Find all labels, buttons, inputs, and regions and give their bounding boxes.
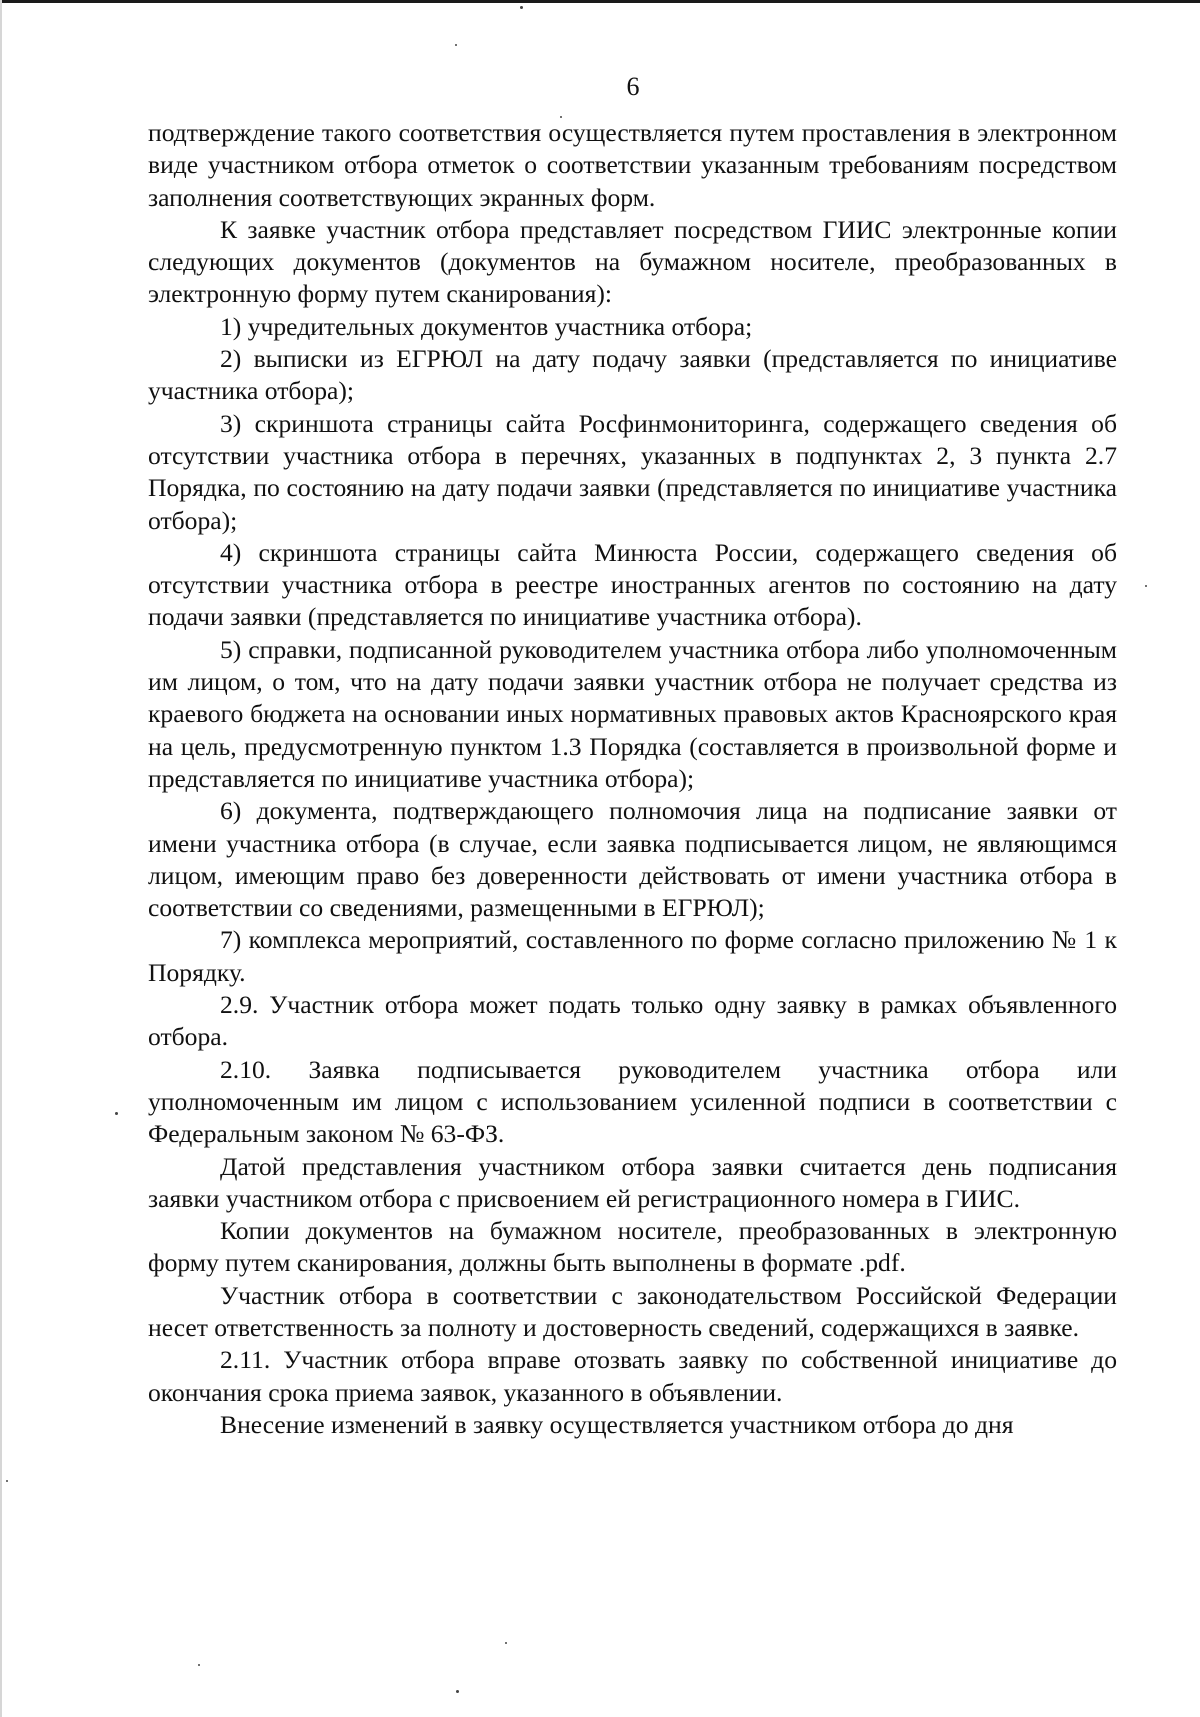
scan-speck xyxy=(198,1664,200,1666)
scan-top-edge xyxy=(0,0,1200,3)
scan-speck xyxy=(456,1690,459,1693)
paragraph-changes: Внесение изменений в заявку осуществляется участником отбора до дня xyxy=(220,1409,1014,1439)
document-body xyxy=(148,117,1117,1441)
scan-speck xyxy=(6,1480,8,1482)
scan-speck xyxy=(505,1642,507,1644)
page-number: 6 xyxy=(626,72,640,101)
scan-speck xyxy=(520,6,523,9)
clause-2-11: 2.11. Участник отбора вправе отозвать заявку по собственной инициативе до окончания срока приема заявок, указанного в объявлении. xyxy=(148,1345,1117,1407)
scan-speck xyxy=(1145,585,1147,587)
list-item-4: 4) скриншота страницы сайта Минюста России, содержащего сведения об отсутствии участника отбора в реестре иностранных агентов по состоянию на дату подачи заявки (представляется по инициативе участника отбора). xyxy=(148,537,1117,632)
list-item-7: 7) комплекса мероприятий, составленного по форме согласно приложению № 1 к Порядку. xyxy=(148,925,1117,987)
list-item-5: 5) справки, подписанной руководителем участника отбора либо уполномоченным им лицом, о том, что на дату подачи заявки участник отбора не получает средства из краевого бюджета на основании иных нормативных правовых актов Красноярского края на цель, предусмотренную пунктом 1.3 Порядка (составляется в произвольной форме и представляется по инициативе участника отбора); xyxy=(148,634,1117,793)
list-item-3: 3) скриншота страницы сайта Росфинмониторинга, содержащего сведения об отсутствии участника отбора в перечнях, указанных в подпунктах 2, 3 пункта 2.7 Порядка, по состоянию на дату подачи заявки (представляется по инициативе участника отбора); xyxy=(148,408,1117,535)
clause-2-10: 2.10. Заявка подписывается руководителем участника отбора или уполномоченным им лицом с использованием усиленной подписи в соответствии с Федеральным законом № 63-ФЗ. xyxy=(148,1054,1117,1149)
paragraph-continuation: подтверждение такого соответствия осуществляется путем проставления в электронном виде участником отбора отметок о соответствии указанным требованиям посредством заполнения соответствующих экранных форм. xyxy=(148,118,1117,212)
list-item-2: 2) выписки из ЕГРЮЛ на дату подачу заявки (представляется по инициативе участника отбора); xyxy=(148,344,1117,406)
clause-2-9: 2.9. Участник отбора может подать только одну заявку в рамках объявленного отбора. xyxy=(148,990,1117,1052)
scan-speck xyxy=(560,116,562,118)
paragraph-responsibility: Участник отбора в соответствии с законодательством Российской Федерации несет ответственность за полноту и достоверность сведений, содержащихся в заявке. xyxy=(148,1280,1117,1342)
scan-speck xyxy=(455,44,457,46)
list-item-1: 1) учредительных документов участника отбора; xyxy=(220,311,753,341)
paragraph-copies-format: Копии документов на бумажном носителе, преобразованных в электронную форму путем сканирования, должны быть выполнены в формате .pdf. xyxy=(148,1216,1117,1278)
paragraph-intro-documents: К заявке участник отбора представляет посредством ГИИС электронные копии следующих документов (документов на бумажном носителе, преобразованных в электронную форму путем сканирования): xyxy=(148,214,1117,309)
scan-left-edge xyxy=(0,0,2,1717)
paragraph-submission-date: Датой представления участником отбора заявки считается день подписания заявки участником отбора с присвоением ей регистрационного номера в ГИИС. xyxy=(148,1151,1117,1213)
scan-speck xyxy=(115,1112,118,1115)
list-item-6: 6) документа, подтверждающего полномочия лица на подписание заявки от имени участника отбора (в случае, если заявка подписывается лицом, не являющимся лицом, имеющим право без доверенности действовать от имени участника отбора в соответствии со сведениями, размещенными в ЕГРЮЛ); xyxy=(148,796,1117,923)
